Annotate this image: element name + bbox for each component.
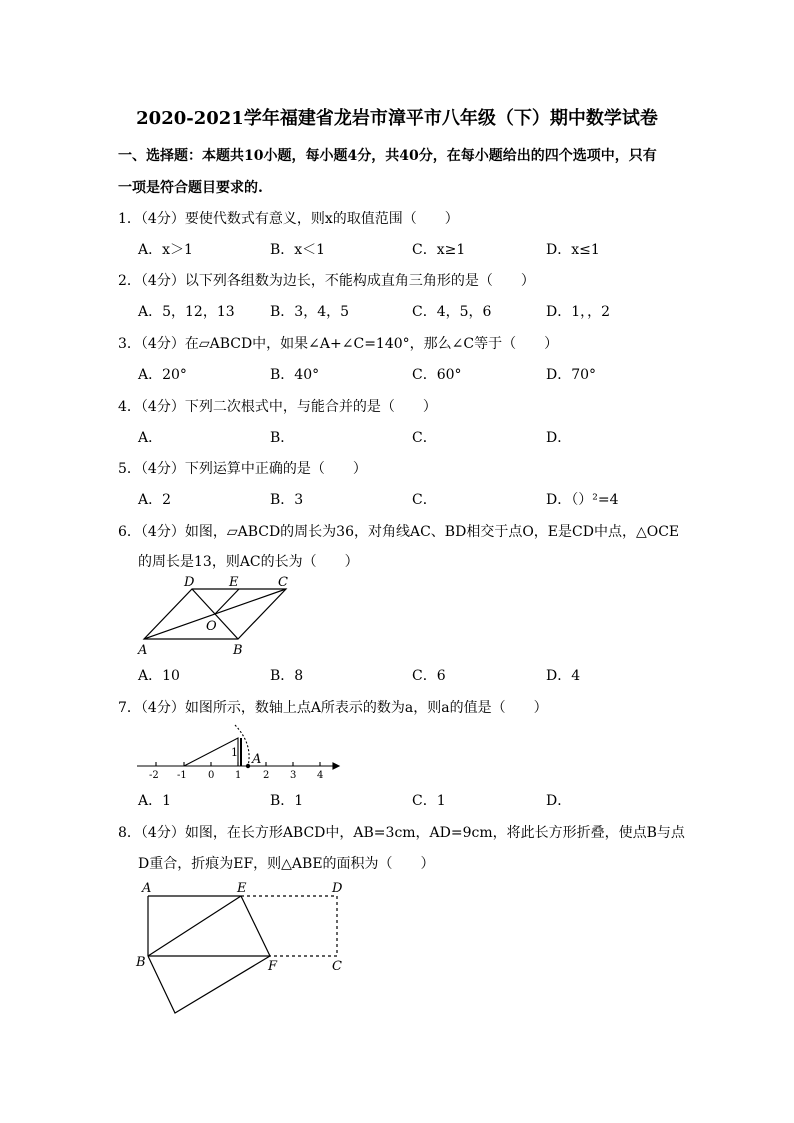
page-title: 2020-2021学年福建省龙岩市漳平市八年级（下）期中数学试卷 [136,108,658,129]
fig7-tick-label-1: 1 [235,770,242,781]
section-heading-line1: 一、选择题：本题共10小题，每小题4分，共40分，在每小题给出的四个选项中，只有 [118,148,657,164]
q2-option-a[interactable]: A．5，12，13 [138,304,235,320]
segment-be [148,896,241,956]
question-4-stem: 4．（4分）下列二次根式中，与能合并的是（ ） [118,399,437,415]
question-3-stem: 3．（4分）在▱ABCD中，如果∠A+∠C=140°，那么∠C等于（ ） [118,336,559,352]
question-6-stem-line2: 的周长是13，则AC的长为（ ） [138,554,359,570]
question-8-stem-line2: D重合，折痕为EF，则△ABE的面积为（ ） [138,856,435,872]
q4-option-a[interactable]: A． [138,430,163,446]
q5-option-c[interactable]: C． [412,492,437,508]
q7-option-d[interactable]: D． [546,793,572,809]
q3-option-b[interactable]: B．40° [270,367,320,383]
fold-line-ef [241,896,270,956]
axis-arrow-icon [333,763,339,769]
q6-option-b[interactable]: B．8 [270,668,304,684]
q7-option-a[interactable]: A．1 [138,793,172,809]
question-8-stem-line1: 8．（4分）如图，在长方形ABCD中，AB=3cm，AD=9cm，将此长方形折叠，使点B与点 [118,825,685,841]
fig8-label-d: D [332,881,343,896]
fig7-tick-label-3: 3 [290,770,297,781]
fig8-label-e: E [237,881,247,896]
fig6-label-a: A [138,643,148,658]
fig6-label-b: B [233,643,243,658]
fig8-label-c: C [332,959,342,974]
fig7-tick-label-2: 2 [263,770,270,781]
q3-option-d[interactable]: D．70° [546,367,597,383]
q1-option-a[interactable]: A．x＞1 [138,242,193,258]
fig7-tick-label-4: 4 [317,770,324,781]
q4-option-d[interactable]: D． [546,430,572,446]
question-5-stem: 5．（4分）下列运算中正确的是（ ） [118,461,367,477]
q7-option-c[interactable]: C．1 [412,793,446,809]
q4-option-b[interactable]: B． [270,430,295,446]
fig6-label-o: O [206,619,217,634]
fig6-label-c: C [278,575,288,590]
fig7-side-one: 1 [231,746,238,759]
q1-option-c[interactable]: C．x≥1 [412,242,466,258]
fig8-label-f: F [268,959,278,974]
q4-option-c[interactable]: C． [412,430,437,446]
fig7-tick-label-neg1: -1 [177,770,187,781]
q6-option-d[interactable]: D．4 [546,668,581,684]
q6-option-c[interactable]: C．6 [412,668,446,684]
point-a-dot [246,764,250,768]
q1-option-d[interactable]: D．x≤1 [546,242,600,258]
fig6-label-e: E [229,575,239,590]
question-1-stem: 1．（4分）要使代数式有意义，则x的取值范围（ ） [118,211,459,227]
question-7-stem: 7．（4分）如图所示，数轴上点A所表示的数为a，则a的值是（ ） [118,700,548,716]
folded-flap [148,956,270,1013]
q5-option-a[interactable]: A．2 [138,492,172,508]
q7-option-b[interactable]: B．1 [270,793,304,809]
q5-option-d[interactable]: D．（）²=4 [546,492,619,508]
fig6-label-d: D [184,575,195,590]
question-2-stem: 2．（4分）以下列各组数为边长，不能构成直角三角形的是（ ） [118,273,535,289]
fig7-tick-label-neg2: -2 [149,770,159,781]
figure-8-folded-rectangle [130,878,360,1023]
right-triangle [184,738,238,766]
fig8-label-b: B [136,955,146,970]
fig7-tick-label-0: 0 [208,770,215,781]
q3-option-c[interactable]: C．60° [412,367,462,383]
fig7-point-a-label: A [252,752,262,767]
q6-option-a[interactable]: A．10 [138,668,180,684]
q2-option-c[interactable]: C．4，5，6 [412,304,492,320]
question-6-stem-line1: 6．（4分）如图，▱ABCD的周长为36，对角线AC、BD相交于点O，E是CD中点，△OCE [118,524,680,540]
section-heading-line2: 一项是符合题目要求的. [118,180,263,196]
q3-option-a[interactable]: A．20° [138,367,187,383]
figure-7-number-line [135,720,345,782]
fig8-label-a: A [142,881,152,896]
figure-6-parallelogram [130,574,310,660]
q5-option-b[interactable]: B．3 [270,492,304,508]
q2-option-d[interactable]: D．1，，2 [546,304,611,320]
q1-option-b[interactable]: B．x＜1 [270,242,326,258]
q2-option-b[interactable]: B．3，4，5 [270,304,350,320]
